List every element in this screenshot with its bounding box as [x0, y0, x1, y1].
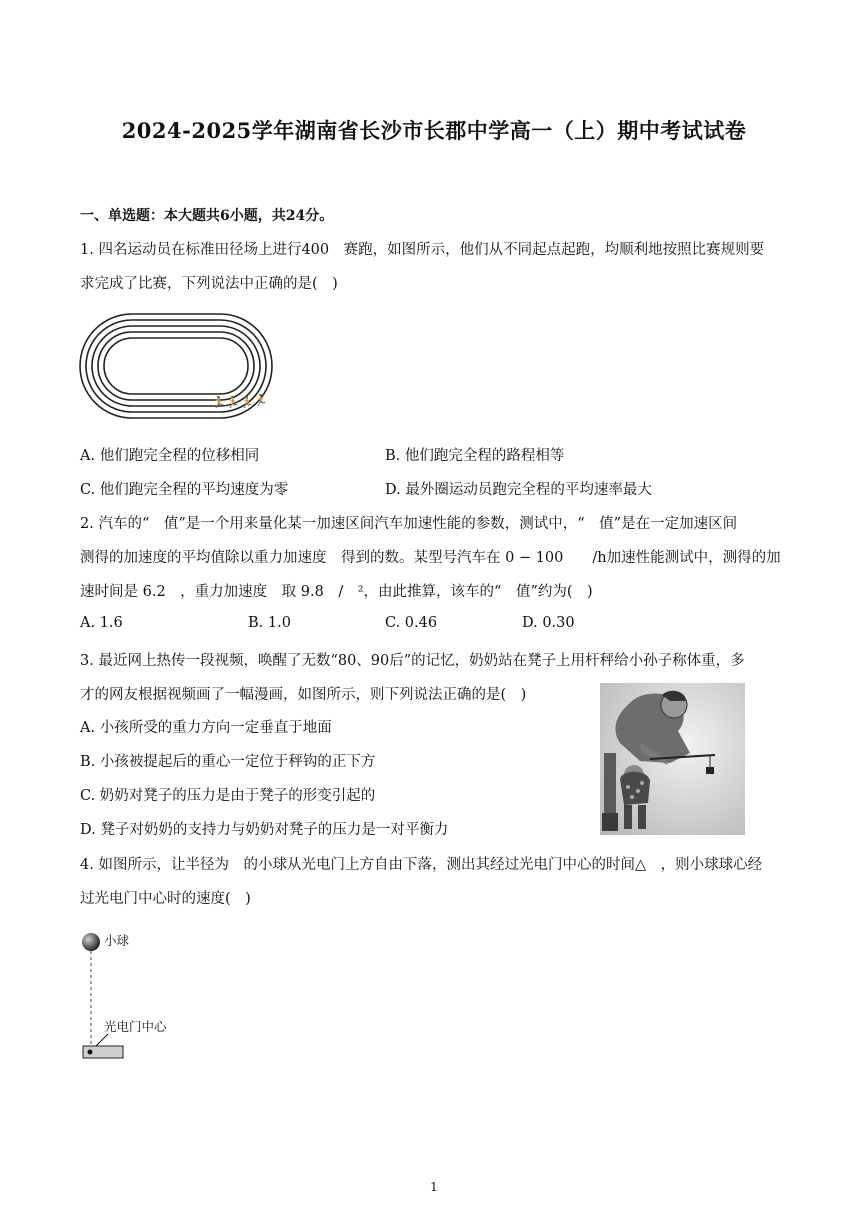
svg-text:🏃: 🏃 [212, 396, 226, 409]
q1-stem-line2: 求完成了比赛，下列说法中正确的是( ) [80, 276, 338, 292]
page-number: 1 [430, 1180, 438, 1194]
q1-stem-line1: 1. 四名运动员在标准田径场上进行400 赛跑，如图所示，他们从不同起点起跑，均顺利地按照比赛规则要 [80, 242, 765, 258]
photogate-figure [78, 928, 188, 1068]
q2-option-a: A. 1.6 [80, 615, 123, 631]
grandma-weighing-illustration [600, 683, 745, 835]
q4-stem-line1: 4. 如图所示，让半径为 的小球从光电门上方自由下落，测出其经过光电门中心的时间△ ，则小球球心经 [80, 857, 763, 873]
q2-stem-line3: 速时间是 6.2 ，重力加速度 取 9.8 / ²，由此推算，该车的“ 值”约为( ) [80, 584, 593, 600]
q2-stem-line2: 测得的加速度的平均值除以重力加速度 得到的数。某型号汽车在 0 − 100 /h加速性能测试中，测得的加 [80, 550, 781, 566]
svg-text:🏃: 🏃 [240, 396, 254, 409]
running-track-figure [78, 312, 278, 422]
q1-option-a: A. 他们跑完全程的位移相同 [80, 448, 260, 464]
page-title: 2024-2025学年湖南省长沙市长郡中学高一（上）期中考试试卷 [121, 118, 747, 143]
q3-stem-line2: 才的网友根据视频画了一幅漫画，如图所示，则下列说法正确的是( ) [80, 687, 527, 703]
svg-text:🏃: 🏃 [226, 396, 240, 409]
ball-label: 小球 [104, 933, 130, 948]
runners-icon [212, 394, 268, 409]
q1-option-d: D. 最外圈运动员跑完全程的平均速率最大 [385, 482, 652, 498]
q1-option-b: B. 他们跑完全程的路程相等 [385, 448, 565, 464]
gate-label: 光电门中心 [104, 1019, 167, 1034]
q3-option-c: C. 奶奶对凳子的压力是由于凳子的形变引起的 [80, 788, 376, 804]
q2-stem-line1: 2. 汽车的“ 值”是一个用来量化某一加速区间汽车加速性能的参数，测试中，“ 值”是在一定加速区间 [80, 516, 738, 532]
section-heading: 一、单选题：本大题共6小题，共24分。 [80, 208, 334, 224]
q3-option-b: B. 小孩被提起后的重心一定位于秤钩的正下方 [80, 754, 376, 770]
q3-option-d: D. 凳子对奶奶的支持力与奶奶对凳子的压力是一对平衡力 [80, 822, 449, 838]
q3-option-a: A. 小孩所受的重力方向一定垂直于地面 [80, 720, 332, 736]
q2-option-b: B. 1.0 [248, 615, 291, 631]
svg-text:🏃: 🏃 [254, 394, 268, 407]
q4-stem-line2: 过光电门中心时的速度( ) [80, 891, 251, 907]
q3-stem-line1: 3. 最近网上热传一段视频，唤醒了无数“80、90后”的记忆，奶奶站在凳子上用杆秤给小孙子称体重，多 [80, 653, 745, 669]
q1-option-c: C. 他们跑完全程的平均速度为零 [80, 482, 289, 498]
q2-option-c: C. 0.46 [385, 615, 438, 631]
q2-option-d: D. 0.30 [522, 615, 575, 631]
ball-icon [82, 933, 100, 951]
